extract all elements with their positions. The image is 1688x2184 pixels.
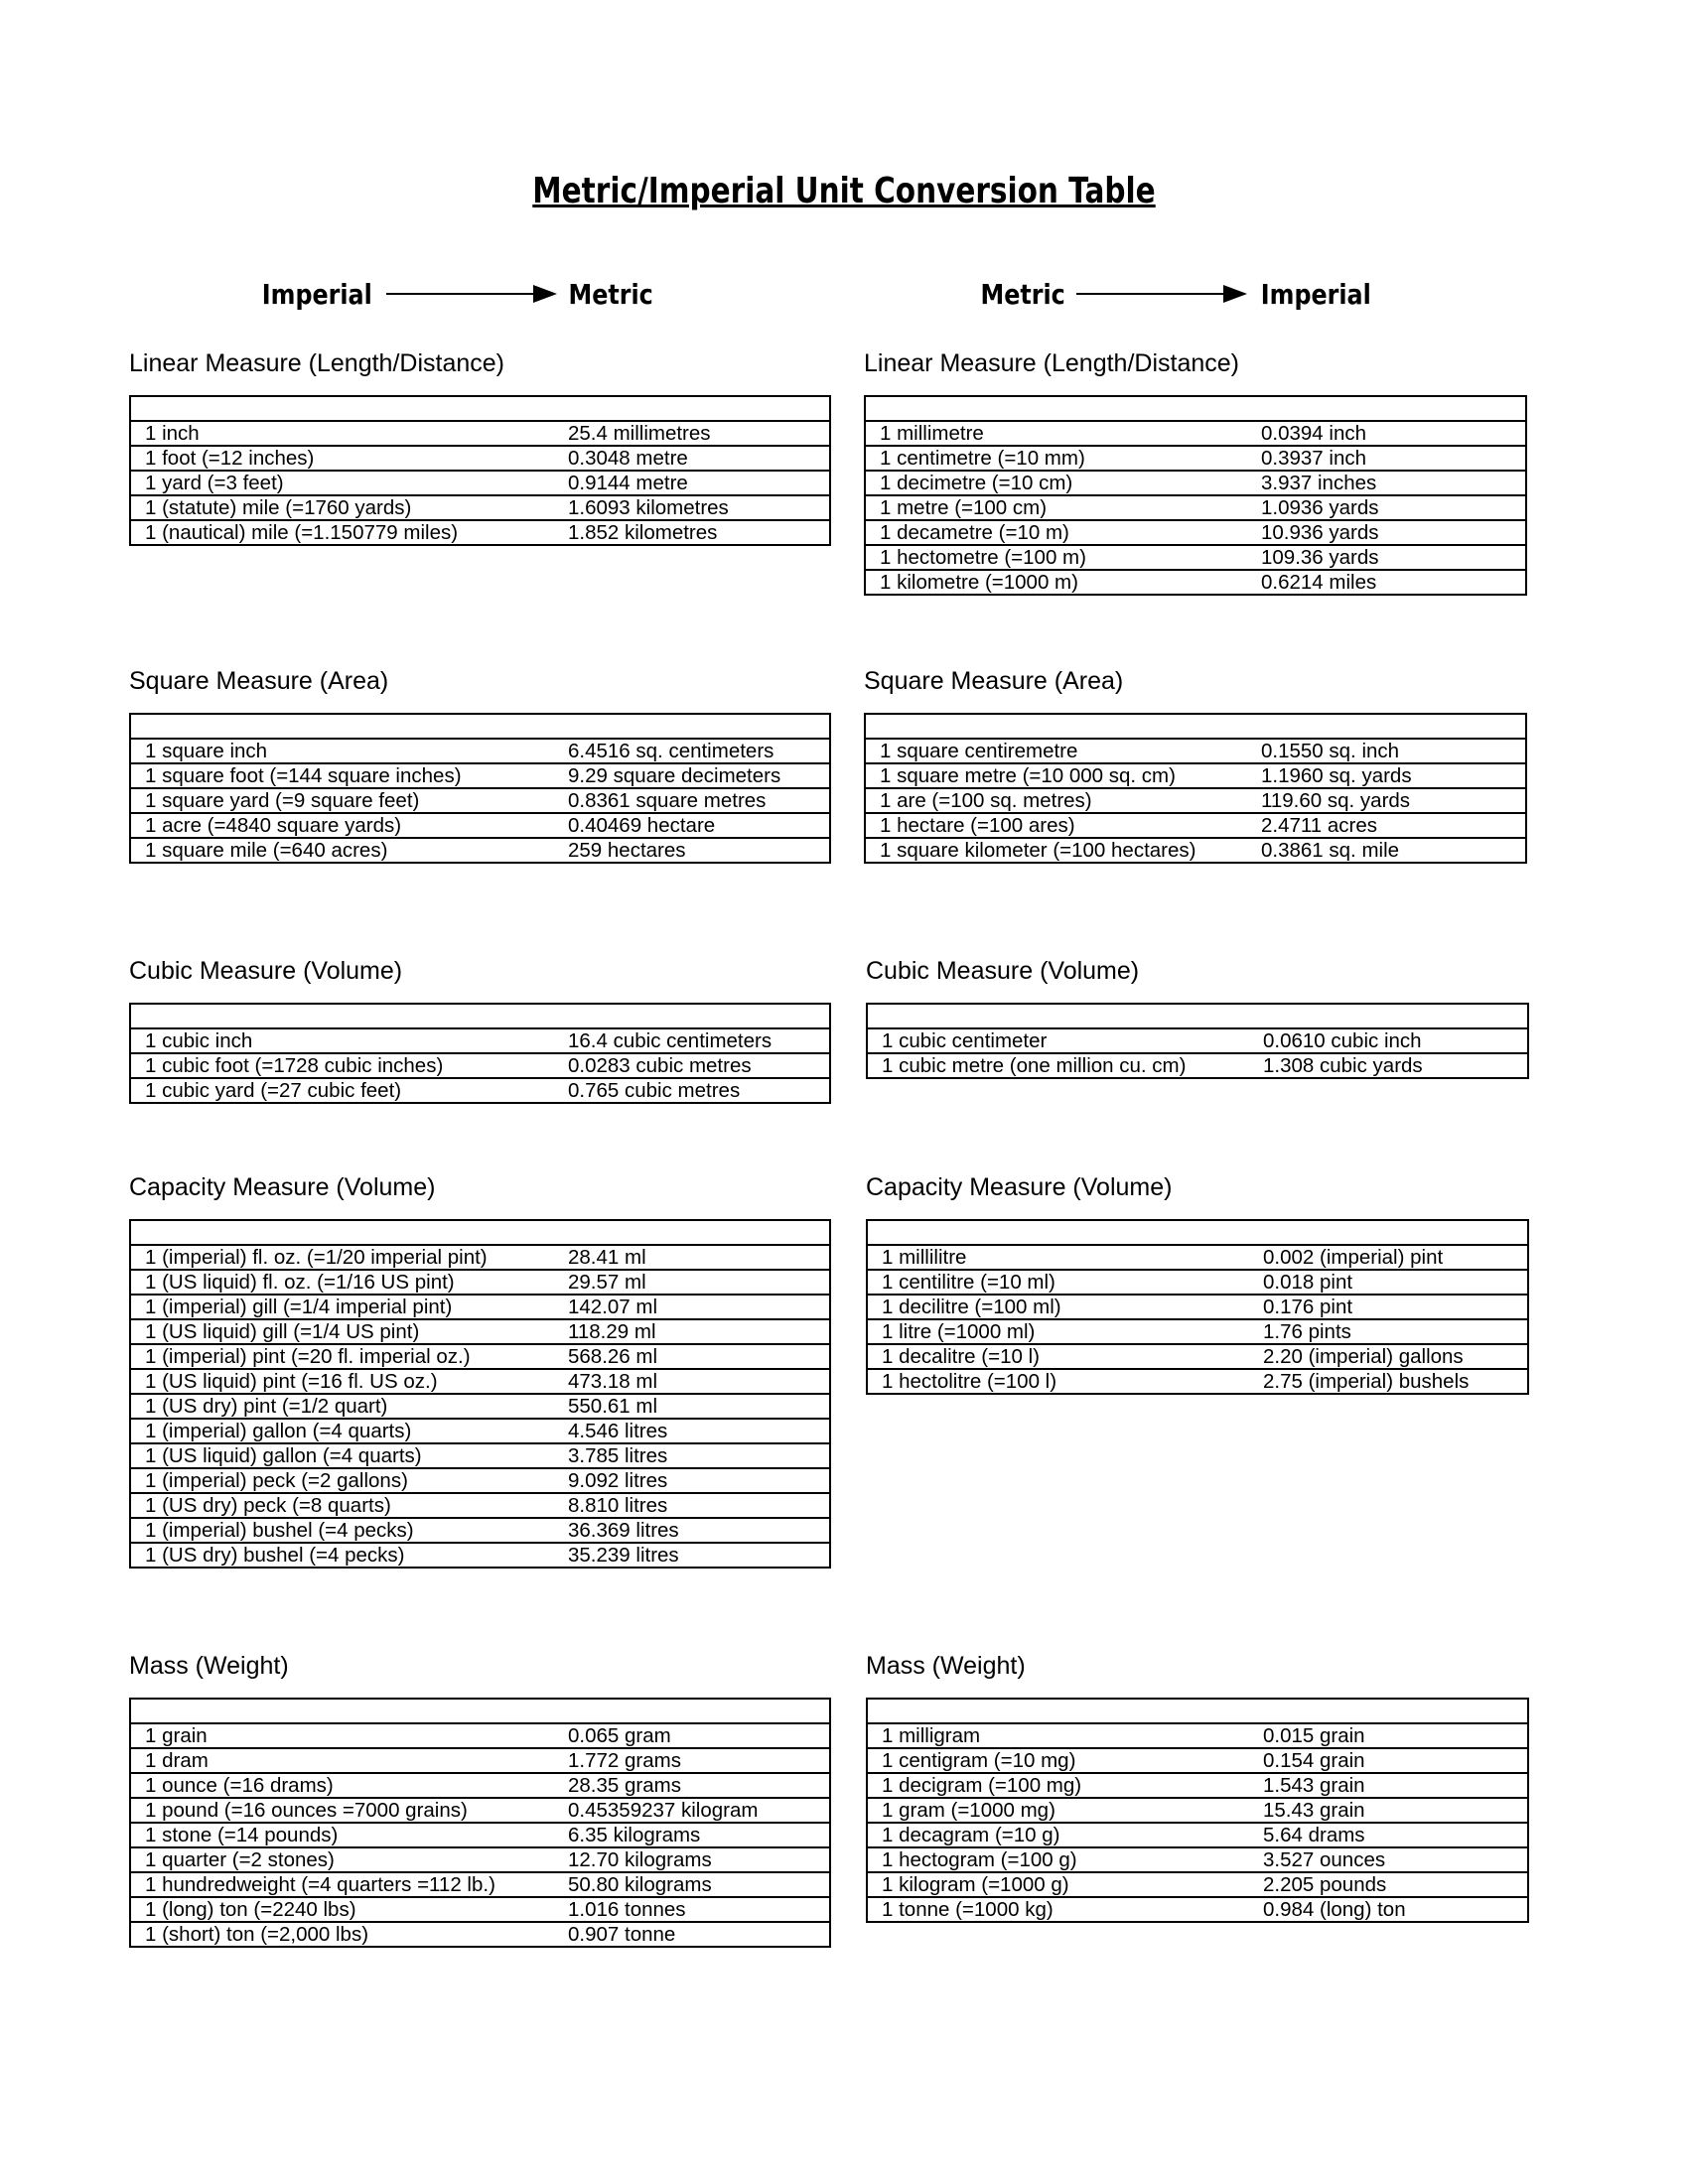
header-cell xyxy=(867,1220,1263,1245)
table-row xyxy=(130,1872,830,1897)
unit-cell: 1 tonne (=1000 kg) xyxy=(867,1897,1263,1922)
section-mass-weight xyxy=(129,1648,831,1948)
unit-cell: 1 millilitre xyxy=(867,1245,1263,1270)
table-row xyxy=(867,1245,1528,1270)
equivalent-cell: 2.75 (imperial) bushels xyxy=(1263,1369,1528,1394)
table-row xyxy=(130,1823,830,1847)
table-header-row xyxy=(130,714,830,739)
table-header-row xyxy=(130,1699,830,1723)
section-title: Linear Measure (Length/Distance) xyxy=(129,349,504,377)
table-header-row xyxy=(867,1699,1528,1723)
header-to-label: Metric xyxy=(568,277,653,311)
unit-cell: 1 (short) ton (=2,000 lbs) xyxy=(130,1922,568,1947)
equivalent-cell: 109.36 yards xyxy=(1261,545,1526,570)
section-linear-measure-length-distance xyxy=(129,345,831,546)
table-row xyxy=(867,1748,1528,1773)
table-row xyxy=(867,1823,1528,1847)
unit-cell: 1 hectolitre (=100 l) xyxy=(867,1369,1263,1394)
table-row xyxy=(867,1872,1528,1897)
equivalent-cell: 0.0283 cubic metres xyxy=(568,1053,830,1078)
table-header-row xyxy=(867,1004,1528,1028)
unit-cell: 1 (US liquid) gallon (=4 quarts) xyxy=(130,1443,568,1468)
table-row xyxy=(865,763,1526,788)
unit-cell: 1 cubic metre (one million cu. cm) xyxy=(867,1053,1263,1078)
unit-cell: 1 (imperial) bushel (=4 pecks) xyxy=(130,1518,568,1543)
equivalent-cell: 0.765 cubic metres xyxy=(568,1078,830,1103)
equivalent-cell: 1.76 pints xyxy=(1263,1319,1528,1344)
right-arrow-icon xyxy=(1076,284,1247,304)
unit-cell: 1 (imperial) fl. oz. (=1/20 imperial pint) xyxy=(130,1245,568,1270)
equivalent-cell: 0.1550 sq. inch xyxy=(1261,739,1526,763)
equivalent-cell: 0.176 pint xyxy=(1263,1295,1528,1319)
conversion-table xyxy=(129,1003,831,1104)
unit-cell: 1 yard (=3 feet) xyxy=(130,471,568,495)
table-row xyxy=(130,520,830,545)
table-row xyxy=(130,1723,830,1748)
unit-cell: 1 grain xyxy=(130,1723,568,1748)
table-row xyxy=(130,471,830,495)
equivalent-cell: 6.35 kilograms xyxy=(568,1823,830,1847)
table-row xyxy=(865,788,1526,813)
header-cell xyxy=(1261,396,1526,421)
unit-cell: 1 square metre (=10 000 sq. cm) xyxy=(865,763,1261,788)
equivalent-cell: 0.3048 metre xyxy=(568,446,830,471)
table-row xyxy=(130,1518,830,1543)
unit-cell: 1 quarter (=2 stones) xyxy=(130,1847,568,1872)
unit-cell: 1 hectare (=100 ares) xyxy=(865,813,1261,838)
unit-cell: 1 decimetre (=10 cm) xyxy=(865,471,1261,495)
table-row xyxy=(865,421,1526,446)
unit-cell: 1 pound (=16 ounces =7000 grains) xyxy=(130,1798,568,1823)
unit-cell: 1 inch xyxy=(130,421,568,446)
conversion-table xyxy=(866,1698,1529,1923)
unit-cell: 1 square centiremetre xyxy=(865,739,1261,763)
table-row xyxy=(130,739,830,763)
table-row xyxy=(130,1798,830,1823)
table-row xyxy=(867,1053,1528,1078)
imperial-to-metric-header xyxy=(252,274,660,314)
equivalent-cell: 0.3937 inch xyxy=(1261,446,1526,471)
header-cell xyxy=(130,396,568,421)
equivalent-cell: 0.0394 inch xyxy=(1261,421,1526,446)
unit-cell: 1 ounce (=16 drams) xyxy=(130,1773,568,1798)
table-row xyxy=(865,495,1526,520)
table-row xyxy=(867,1344,1528,1369)
equivalent-cell: 568.26 ml xyxy=(568,1344,830,1369)
table-row xyxy=(130,1443,830,1468)
equivalent-cell: 1.852 kilometres xyxy=(568,520,830,545)
header-cell xyxy=(1263,1220,1528,1245)
table-row xyxy=(130,1773,830,1798)
table-header-row xyxy=(130,1004,830,1028)
equivalent-cell: 2.205 pounds xyxy=(1263,1872,1528,1897)
equivalent-cell: 4.546 litres xyxy=(568,1419,830,1443)
conversion-table xyxy=(864,395,1527,596)
table-header-row xyxy=(130,396,830,421)
unit-cell: 1 centigram (=10 mg) xyxy=(867,1748,1263,1773)
unit-cell: 1 hectometre (=100 m) xyxy=(865,545,1261,570)
section-title: Linear Measure (Length/Distance) xyxy=(864,349,1239,377)
table-row xyxy=(130,1270,830,1295)
equivalent-cell: 3.785 litres xyxy=(568,1443,830,1468)
equivalent-cell: 0.154 grain xyxy=(1263,1748,1528,1773)
table-row xyxy=(865,520,1526,545)
unit-cell: 1 acre (=4840 square yards) xyxy=(130,813,568,838)
equivalent-cell: 1.0936 yards xyxy=(1261,495,1526,520)
section-square-measure-area xyxy=(129,663,831,864)
unit-cell: 1 square inch xyxy=(130,739,568,763)
unit-cell: 1 kilometre (=1000 m) xyxy=(865,570,1261,595)
header-cell xyxy=(865,396,1261,421)
equivalent-cell: 35.239 litres xyxy=(568,1543,830,1568)
unit-cell: 1 stone (=14 pounds) xyxy=(130,1823,568,1847)
section-title: Cubic Measure (Volume) xyxy=(129,957,403,985)
equivalent-cell: 1.016 tonnes xyxy=(568,1897,830,1922)
equivalent-cell: 5.64 drams xyxy=(1263,1823,1528,1847)
section-cubic-measure-volume xyxy=(129,953,831,1104)
equivalent-cell: 0.6214 miles xyxy=(1261,570,1526,595)
header-cell xyxy=(867,1699,1263,1723)
section-title: Mass (Weight) xyxy=(129,1652,289,1680)
equivalent-cell: 16.4 cubic centimeters xyxy=(568,1028,830,1053)
unit-cell: 1 centimetre (=10 mm) xyxy=(865,446,1261,471)
table-row xyxy=(867,1369,1528,1394)
equivalent-cell: 0.984 (long) ton xyxy=(1263,1897,1528,1922)
equivalent-cell: 259 hectares xyxy=(568,838,830,863)
unit-cell: 1 (US liquid) pint (=16 fl. US oz.) xyxy=(130,1369,568,1394)
equivalent-cell: 0.015 grain xyxy=(1263,1723,1528,1748)
table-row xyxy=(867,1028,1528,1053)
table-row xyxy=(130,1369,830,1394)
table-row xyxy=(867,1798,1528,1823)
header-cell xyxy=(568,714,830,739)
header-cell xyxy=(1263,1699,1528,1723)
table-row xyxy=(130,1493,830,1518)
unit-cell: 1 (US liquid) fl. oz. (=1/16 US pint) xyxy=(130,1270,568,1295)
unit-cell: 1 hundredweight (=4 quarters =112 lb.) xyxy=(130,1872,568,1897)
header-cell xyxy=(568,1699,830,1723)
equivalent-cell: 550.61 ml xyxy=(568,1394,830,1419)
table-row xyxy=(130,1748,830,1773)
equivalent-cell: 36.369 litres xyxy=(568,1518,830,1543)
table-row xyxy=(130,1419,830,1443)
table-row xyxy=(130,495,830,520)
section-mass-weight xyxy=(866,1648,1529,1923)
unit-cell: 1 (nautical) mile (=1.150779 miles) xyxy=(130,520,568,545)
metric-to-imperial-header xyxy=(973,274,1381,314)
table-row xyxy=(130,1053,830,1078)
conversion-table xyxy=(866,1003,1529,1079)
table-row xyxy=(867,1295,1528,1319)
conversion-table xyxy=(866,1219,1529,1395)
table-row xyxy=(865,471,1526,495)
unit-cell: 1 (imperial) peck (=2 gallons) xyxy=(130,1468,568,1493)
unit-cell: 1 gram (=1000 mg) xyxy=(867,1798,1263,1823)
table-row xyxy=(130,1344,830,1369)
unit-cell: 1 (imperial) pint (=20 fl. imperial oz.) xyxy=(130,1344,568,1369)
table-row xyxy=(130,1394,830,1419)
header-from-label: Imperial xyxy=(261,277,372,311)
table-row xyxy=(867,1270,1528,1295)
equivalent-cell: 1.308 cubic yards xyxy=(1263,1053,1528,1078)
table-row xyxy=(130,1319,830,1344)
equivalent-cell: 0.907 tonne xyxy=(568,1922,830,1947)
equivalent-cell: 0.3861 sq. mile xyxy=(1261,838,1526,863)
table-row xyxy=(130,1245,830,1270)
unit-cell: 1 (US dry) pint (=1/2 quart) xyxy=(130,1394,568,1419)
table-row xyxy=(867,1319,1528,1344)
section-title: Square Measure (Area) xyxy=(864,667,1124,695)
equivalent-cell: 25.4 millimetres xyxy=(568,421,830,446)
table-row xyxy=(865,838,1526,863)
table-row xyxy=(130,446,830,471)
section-title: Capacity Measure (Volume) xyxy=(129,1173,436,1201)
header-cell xyxy=(568,396,830,421)
equivalent-cell: 0.002 (imperial) pint xyxy=(1263,1245,1528,1270)
equivalent-cell: 15.43 grain xyxy=(1263,1798,1528,1823)
section-capacity-measure-volume xyxy=(866,1169,1529,1395)
equivalent-cell: 0.8361 square metres xyxy=(568,788,830,813)
unit-cell: 1 millimetre xyxy=(865,421,1261,446)
equivalent-cell: 1.6093 kilometres xyxy=(568,495,830,520)
unit-cell: 1 kilogram (=1000 g) xyxy=(867,1872,1263,1897)
unit-cell: 1 square mile (=640 acres) xyxy=(130,838,568,863)
equivalent-cell: 8.810 litres xyxy=(568,1493,830,1518)
unit-cell: 1 (US liquid) gill (=1/4 US pint) xyxy=(130,1319,568,1344)
equivalent-cell: 142.07 ml xyxy=(568,1295,830,1319)
equivalent-cell: 0.45359237 kilogram xyxy=(568,1798,830,1823)
table-row xyxy=(130,763,830,788)
equivalent-cell: 1.543 grain xyxy=(1263,1773,1528,1798)
table-row xyxy=(130,1295,830,1319)
section-linear-measure-length-distance xyxy=(864,345,1527,596)
unit-cell: 1 metre (=100 cm) xyxy=(865,495,1261,520)
section-title: Cubic Measure (Volume) xyxy=(866,957,1140,985)
conversion-table xyxy=(864,713,1527,864)
section-square-measure-area xyxy=(864,663,1527,864)
table-row xyxy=(130,1897,830,1922)
unit-cell: 1 decigram (=100 mg) xyxy=(867,1773,1263,1798)
header-cell xyxy=(867,1004,1263,1028)
table-header-row xyxy=(865,714,1526,739)
table-row xyxy=(865,813,1526,838)
header-cell xyxy=(130,714,568,739)
section-capacity-measure-volume xyxy=(129,1169,831,1569)
conversion-table xyxy=(129,395,831,546)
equivalent-cell: 50.80 kilograms xyxy=(568,1872,830,1897)
unit-cell: 1 (imperial) gill (=1/4 imperial pint) xyxy=(130,1295,568,1319)
unit-cell: 1 cubic yard (=27 cubic feet) xyxy=(130,1078,568,1103)
header-to-label: Imperial xyxy=(1261,277,1371,311)
table-header-row xyxy=(865,396,1526,421)
unit-cell: 1 cubic inch xyxy=(130,1028,568,1053)
table-row xyxy=(130,813,830,838)
equivalent-cell: 3.527 ounces xyxy=(1263,1847,1528,1872)
equivalent-cell: 0.018 pint xyxy=(1263,1270,1528,1295)
unit-cell: 1 cubic foot (=1728 cubic inches) xyxy=(130,1053,568,1078)
equivalent-cell: 1.1960 sq. yards xyxy=(1261,763,1526,788)
table-row xyxy=(865,446,1526,471)
unit-cell: 1 decametre (=10 m) xyxy=(865,520,1261,545)
right-arrow-icon xyxy=(386,284,557,304)
unit-cell: 1 foot (=12 inches) xyxy=(130,446,568,471)
table-row xyxy=(130,1078,830,1103)
equivalent-cell: 0.065 gram xyxy=(568,1723,830,1748)
unit-cell: 1 square foot (=144 square inches) xyxy=(130,763,568,788)
table-row xyxy=(130,788,830,813)
conversion-table xyxy=(129,713,831,864)
header-cell xyxy=(568,1220,830,1245)
table-header-row xyxy=(867,1220,1528,1245)
equivalent-cell: 6.4516 sq. centimeters xyxy=(568,739,830,763)
equivalent-cell: 119.60 sq. yards xyxy=(1261,788,1526,813)
equivalent-cell: 473.18 ml xyxy=(568,1369,830,1394)
unit-cell: 1 (US dry) peck (=8 quarts) xyxy=(130,1493,568,1518)
unit-cell: 1 (statute) mile (=1760 yards) xyxy=(130,495,568,520)
unit-cell: 1 centilitre (=10 ml) xyxy=(867,1270,1263,1295)
conversion-table xyxy=(129,1219,831,1569)
table-header-row xyxy=(130,1220,830,1245)
equivalent-cell: 12.70 kilograms xyxy=(568,1847,830,1872)
unit-cell: 1 (imperial) gallon (=4 quarts) xyxy=(130,1419,568,1443)
equivalent-cell: 9.092 litres xyxy=(568,1468,830,1493)
section-title: Square Measure (Area) xyxy=(129,667,389,695)
header-from-label: Metric xyxy=(980,277,1065,311)
unit-cell: 1 milligram xyxy=(867,1723,1263,1748)
table-row xyxy=(130,1847,830,1872)
unit-cell: 1 (long) ton (=2240 lbs) xyxy=(130,1897,568,1922)
unit-cell: 1 square kilometer (=100 hectares) xyxy=(865,838,1261,863)
header-cell xyxy=(130,1004,568,1028)
equivalent-cell: 0.0610 cubic inch xyxy=(1263,1028,1528,1053)
table-row xyxy=(130,421,830,446)
equivalent-cell: 10.936 yards xyxy=(1261,520,1526,545)
header-cell xyxy=(568,1004,830,1028)
equivalent-cell: 0.40469 hectare xyxy=(568,813,830,838)
table-row xyxy=(130,1028,830,1053)
unit-cell: 1 decilitre (=100 ml) xyxy=(867,1295,1263,1319)
conversion-table xyxy=(129,1698,831,1948)
equivalent-cell: 28.35 grams xyxy=(568,1773,830,1798)
table-row xyxy=(867,1723,1528,1748)
section-title: Capacity Measure (Volume) xyxy=(866,1173,1173,1201)
table-row xyxy=(130,1922,830,1947)
table-row xyxy=(867,1773,1528,1798)
section-title: Mass (Weight) xyxy=(866,1652,1026,1680)
equivalent-cell: 28.41 ml xyxy=(568,1245,830,1270)
header-cell xyxy=(1263,1004,1528,1028)
equivalent-cell: 29.57 ml xyxy=(568,1270,830,1295)
equivalent-cell: 3.937 inches xyxy=(1261,471,1526,495)
unit-cell: 1 litre (=1000 ml) xyxy=(867,1319,1263,1344)
table-row xyxy=(130,1543,830,1568)
equivalent-cell: 2.4711 acres xyxy=(1261,813,1526,838)
table-row xyxy=(867,1847,1528,1872)
page-title: Metric/Imperial Unit Conversion Table xyxy=(532,171,1156,211)
equivalent-cell: 1.772 grams xyxy=(568,1748,830,1773)
table-row xyxy=(130,838,830,863)
table-row xyxy=(130,1468,830,1493)
table-row xyxy=(867,1897,1528,1922)
header-cell xyxy=(1261,714,1526,739)
unit-cell: 1 (US dry) bushel (=4 pecks) xyxy=(130,1543,568,1568)
equivalent-cell: 118.29 ml xyxy=(568,1319,830,1344)
header-cell xyxy=(130,1220,568,1245)
equivalent-cell: 2.20 (imperial) gallons xyxy=(1263,1344,1528,1369)
unit-cell: 1 hectogram (=100 g) xyxy=(867,1847,1263,1872)
section-cubic-measure-volume xyxy=(866,953,1529,1079)
unit-cell: 1 decalitre (=10 l) xyxy=(867,1344,1263,1369)
header-cell xyxy=(130,1699,568,1723)
unit-cell: 1 cubic centimeter xyxy=(867,1028,1263,1053)
header-cell xyxy=(865,714,1261,739)
unit-cell: 1 square yard (=9 square feet) xyxy=(130,788,568,813)
unit-cell: 1 decagram (=10 g) xyxy=(867,1823,1263,1847)
unit-cell: 1 dram xyxy=(130,1748,568,1773)
table-row xyxy=(865,570,1526,595)
table-row xyxy=(865,739,1526,763)
equivalent-cell: 9.29 square decimeters xyxy=(568,763,830,788)
table-row xyxy=(865,545,1526,570)
unit-cell: 1 are (=100 sq. metres) xyxy=(865,788,1261,813)
equivalent-cell: 0.9144 metre xyxy=(568,471,830,495)
